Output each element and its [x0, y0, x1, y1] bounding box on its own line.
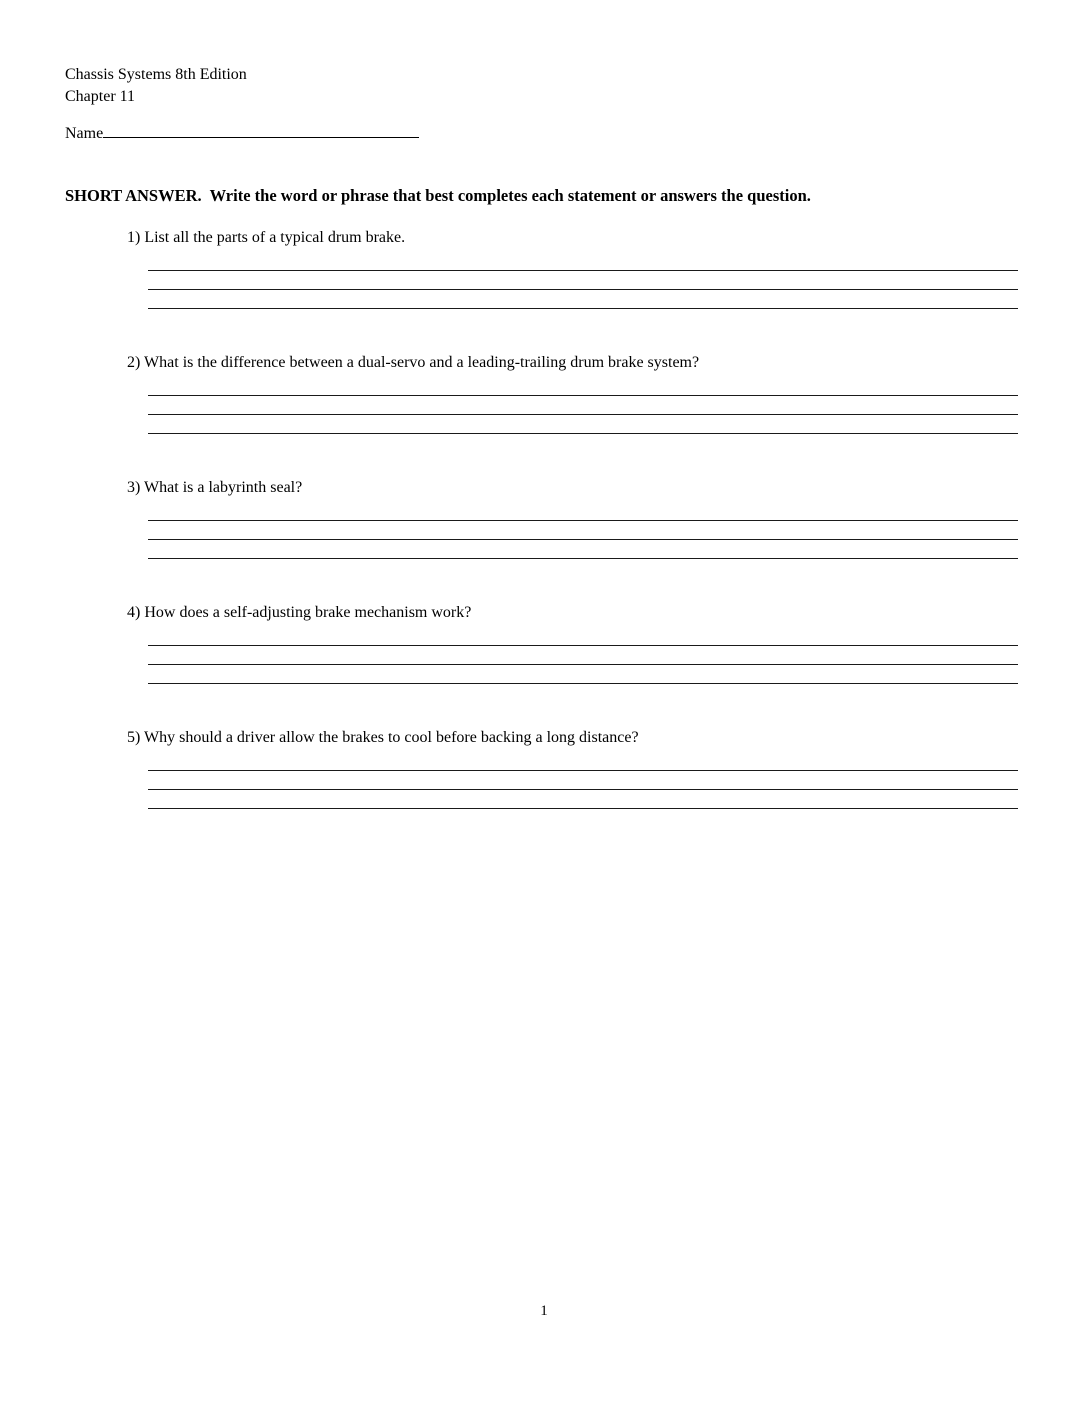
answer-lines [148, 498, 1018, 559]
question-list [0, 228, 1088, 853]
answer-line [148, 521, 1018, 540]
question-label: Why should a driver allow the brakes to cool before backing a long distance? [144, 729, 639, 746]
question-text [127, 228, 1028, 248]
question-label: How does a self-adjusting brake mechanism work? [144, 604, 472, 621]
question-text [127, 478, 1028, 498]
answer-line [148, 646, 1018, 665]
question-block-3 [0, 478, 1088, 559]
question-block-5 [0, 728, 1088, 809]
question-text [127, 728, 1028, 748]
name-row [65, 122, 419, 144]
answer-line [148, 271, 1018, 290]
answer-line [148, 625, 1018, 646]
answer-lines [148, 373, 1018, 434]
question-number: 2) [127, 354, 141, 371]
section-title: SHORT ANSWER. Write the word or phrase that best completes each statement or answers the question. [65, 186, 811, 205]
question-block-4 [0, 603, 1088, 684]
question-number: 4) [127, 604, 141, 621]
doc-title: Chassis Systems 8th Edition [65, 66, 247, 83]
name-label: Name [65, 125, 104, 142]
question-number: 3) [127, 479, 141, 496]
question-text [127, 603, 1028, 623]
name-fill-line [103, 122, 419, 138]
answer-line [148, 665, 1018, 684]
answer-line [148, 396, 1018, 415]
answer-line [148, 500, 1018, 521]
question-text [127, 353, 1028, 373]
question-number: 5) [127, 729, 141, 746]
answer-line [148, 250, 1018, 271]
question-block-1 [0, 228, 1088, 309]
answer-line [148, 750, 1018, 771]
page-number: 1 [540, 1303, 548, 1319]
answer-line [148, 415, 1018, 434]
answer-line [148, 771, 1018, 790]
doc-chapter: Chapter 11 [65, 88, 136, 105]
answer-lines [148, 748, 1018, 809]
answer-line [148, 790, 1018, 809]
answer-lines [148, 248, 1018, 309]
question-number: 1) [127, 229, 141, 246]
answer-line [148, 540, 1018, 559]
question-label: What is the difference between a dual-servo and a leading-trailing drum brake system? [144, 354, 700, 371]
answer-line [148, 375, 1018, 396]
answer-lines [148, 623, 1018, 684]
question-label: List all the parts of a typical drum brake. [144, 229, 406, 246]
question-block-2 [0, 353, 1088, 434]
document-header [65, 64, 247, 108]
answer-line [148, 290, 1018, 309]
question-label: What is a labyrinth seal? [144, 479, 303, 496]
